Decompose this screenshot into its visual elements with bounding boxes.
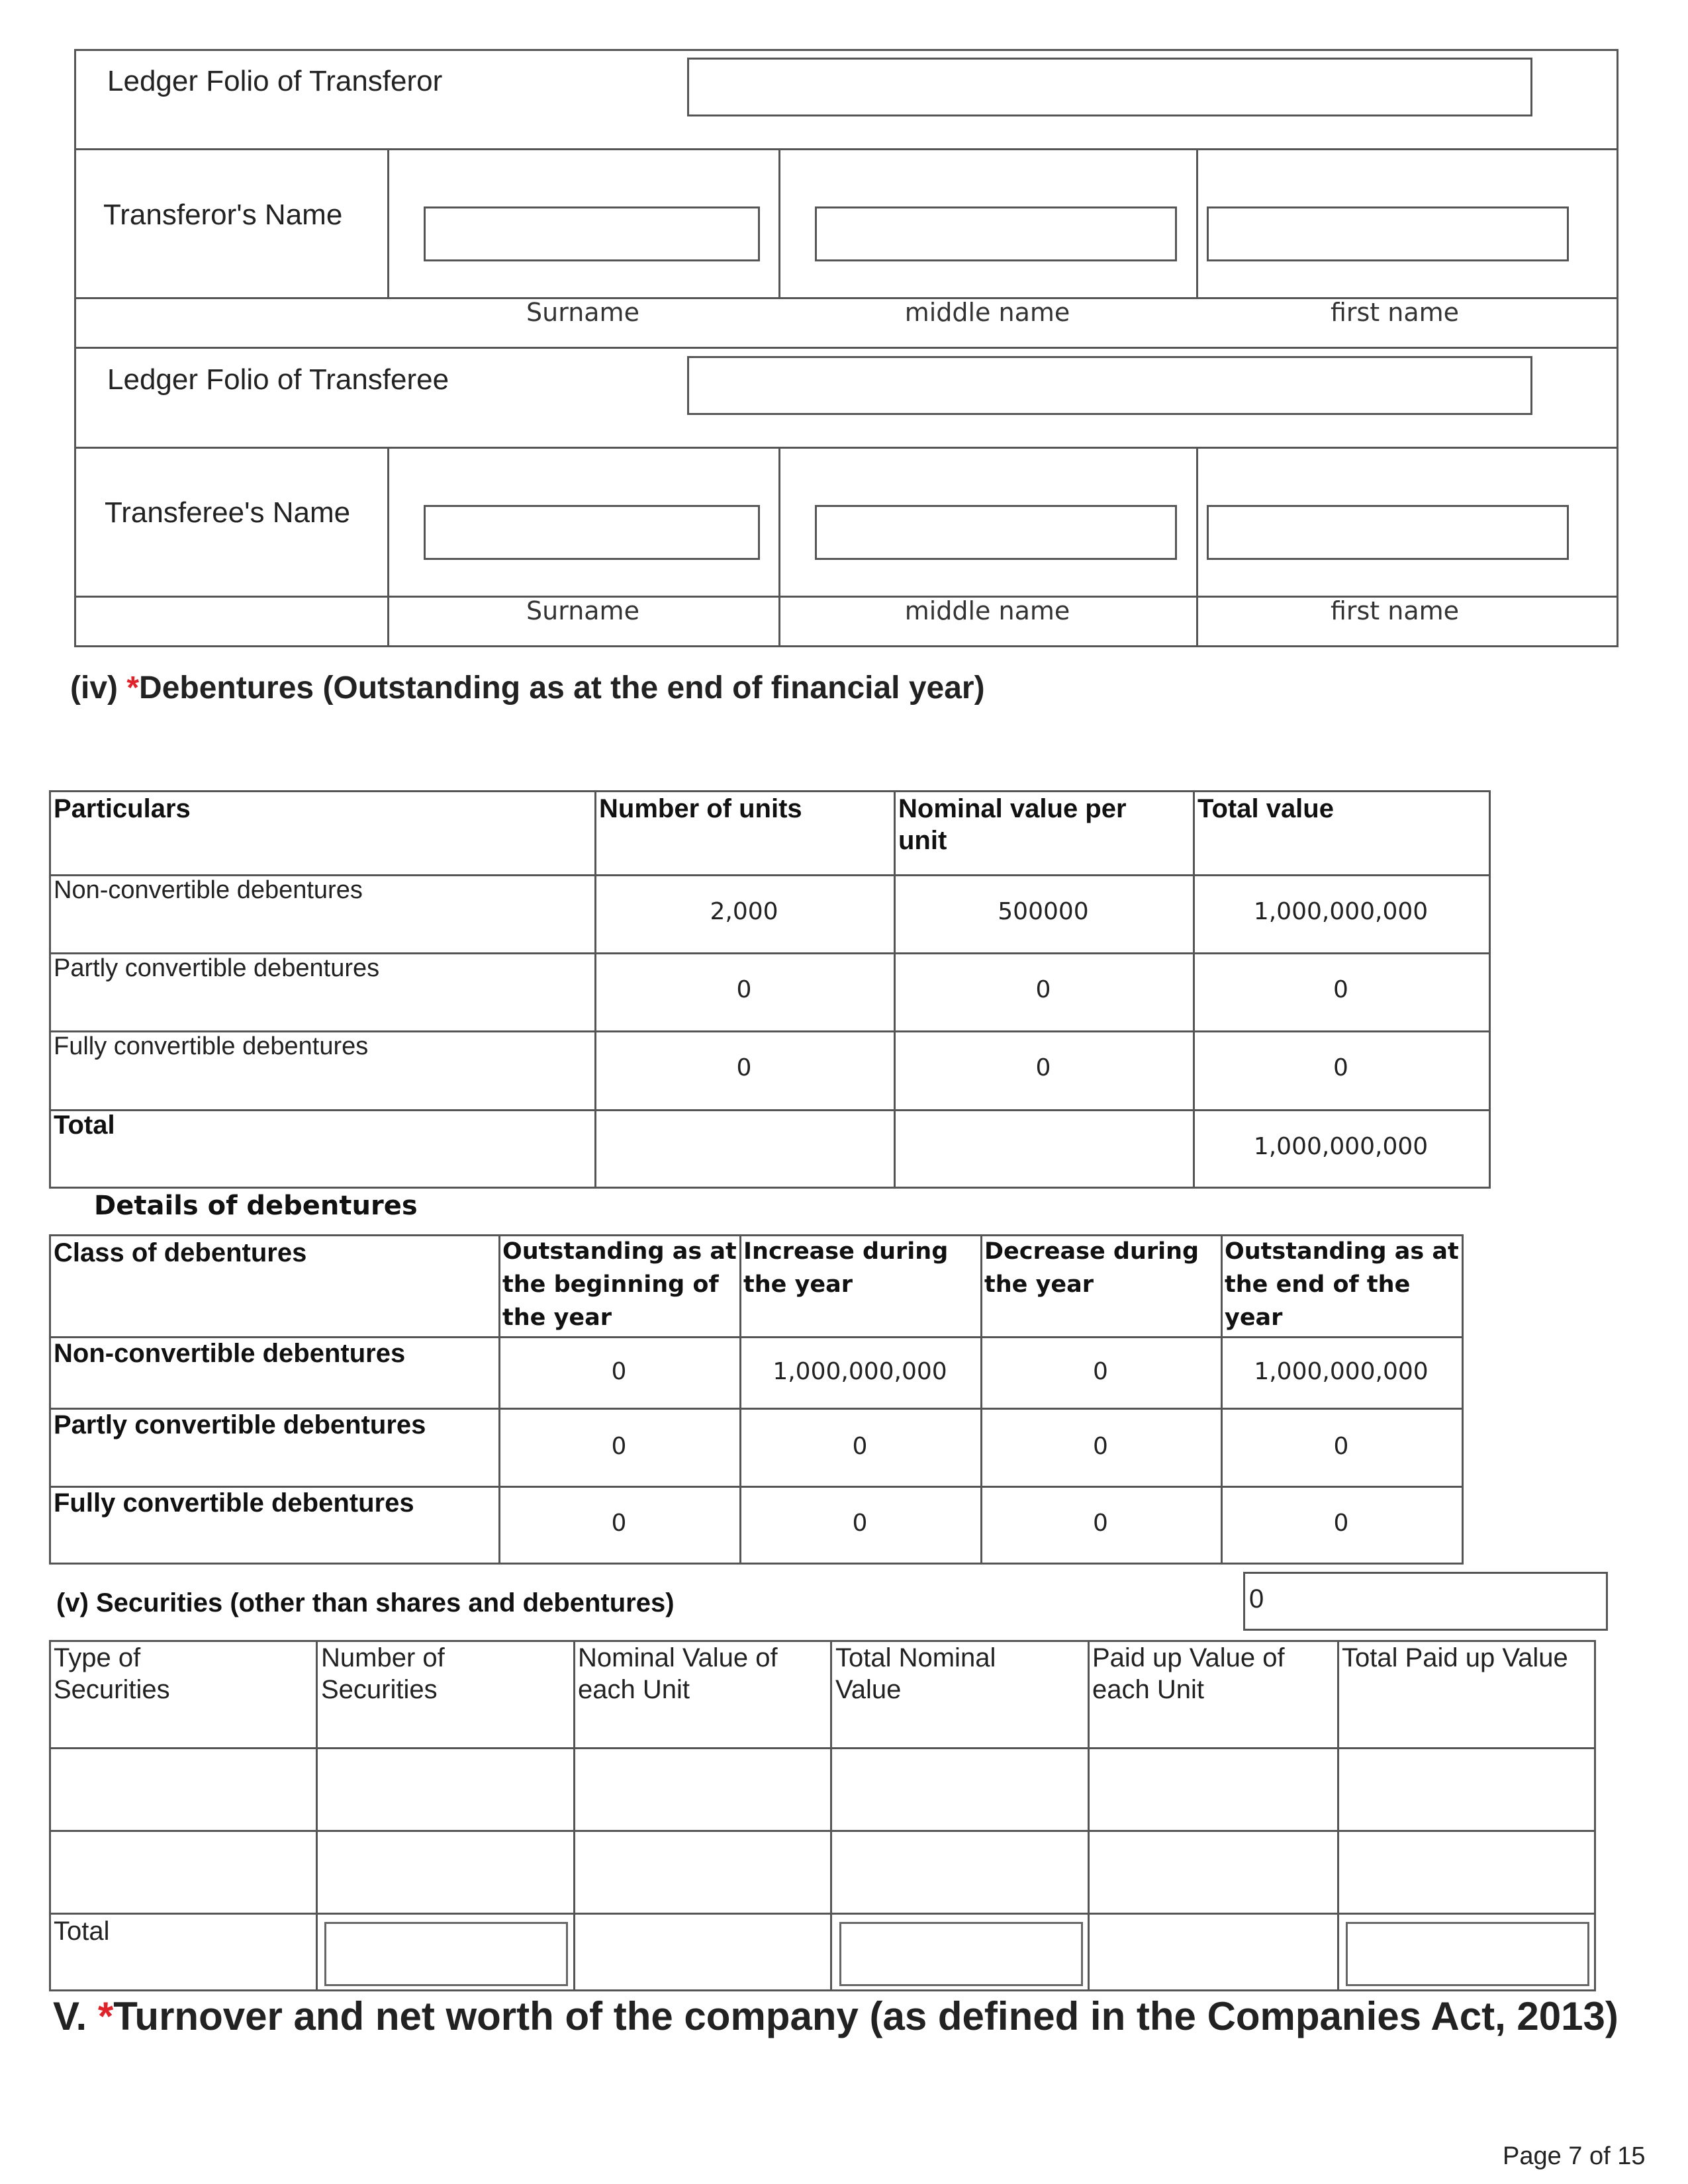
table-cell: 0 <box>611 1433 627 1460</box>
table-cell: 0 <box>1333 1054 1348 1081</box>
total-number-of-securities-input[interactable] <box>324 1922 568 1986</box>
table-row-label: Partly convertible debentures <box>54 1410 426 1439</box>
table-row-label: Non-convertible debentures <box>54 876 363 904</box>
transferee-name-label: Transferee's Name <box>105 496 351 529</box>
ledger-transferor-label: Ledger Folio of Transferor <box>107 65 443 97</box>
table-row-label: Fully convertible debentures <box>54 1488 414 1518</box>
table-cell: 0 <box>736 976 752 1003</box>
table-row-label: Fully convertible debentures <box>54 1032 369 1060</box>
transferor-name-label: Transferor's Name <box>103 199 343 231</box>
table-cell: 500000 <box>998 898 1089 925</box>
table-cell: 0 <box>1093 1510 1108 1537</box>
transferor-first-name-caption: first name <box>1330 298 1460 327</box>
table-cell: 0 <box>1333 976 1348 1003</box>
transferee-first-name-caption: first name <box>1330 596 1460 625</box>
table-cell: 0 <box>1333 1510 1349 1537</box>
col-header-outstanding-begin: Outstanding as at the beginning of the year <box>502 1238 737 1331</box>
debentures-section-title: (iv) *Debentures (Outstanding as at the end of financial year) <box>70 670 985 705</box>
col-header-particulars: Particulars <box>54 794 191 823</box>
table-row-label: Non-convertible debentures <box>54 1339 406 1368</box>
transferee-surname-input[interactable] <box>424 505 760 560</box>
table-cell: 0 <box>1093 1358 1108 1385</box>
securities-total-label: Total <box>54 1917 110 1946</box>
col-header-decrease: Decrease during the year <box>984 1238 1199 1298</box>
transferor-surname-input[interactable] <box>424 206 760 261</box>
securities-count-input[interactable] <box>1243 1572 1608 1631</box>
table-cell: 2,000 <box>710 898 778 925</box>
table-cell: 0 <box>852 1433 868 1460</box>
table-cell: 1,000,000,000 <box>773 1358 947 1385</box>
page-number: Page 7 of 15 <box>1503 2142 1646 2170</box>
col-header-total-value: Total value <box>1197 794 1334 823</box>
securities-count-value: 0 <box>1249 1584 1264 1614</box>
ledger-transferee-label: Ledger Folio of Transferee <box>107 363 449 396</box>
col-header-total-paid-up-value: Total Paid up Value <box>1342 1643 1568 1672</box>
required-asterisk: * <box>97 1994 114 2038</box>
ledger-transferee-input[interactable] <box>687 356 1532 415</box>
ledger-transferor-input[interactable] <box>687 58 1532 116</box>
table-cell: 1,000,000,000 <box>1254 1358 1429 1385</box>
details-title: Details of debentures <box>94 1191 418 1221</box>
total-nominal-value-input[interactable] <box>839 1922 1083 1986</box>
table-cell: 0 <box>1333 1433 1349 1460</box>
col-header-nominal-value-each: Nominal Value of each Unit <box>578 1643 778 1704</box>
table-cell: 0 <box>1035 1054 1051 1081</box>
table-total-label: Total <box>54 1111 115 1140</box>
table-cell: 0 <box>852 1510 868 1537</box>
col-header-total-nominal-value: Total Nominal Value <box>835 1643 996 1704</box>
transferee-first-name-input[interactable] <box>1207 505 1569 560</box>
col-header-number-of-units: Number of units <box>599 794 802 823</box>
transferee-middle-name-caption: middle name <box>904 596 1070 625</box>
transferor-middle-name-caption: middle name <box>904 298 1070 327</box>
table-cell: 0 <box>611 1358 627 1385</box>
table-row-label: Partly convertible debentures <box>54 954 380 982</box>
table-cell: 0 <box>611 1510 627 1537</box>
col-header-number-of-securities: Number of Securities <box>321 1643 445 1704</box>
col-header-paid-up-value-each: Paid up Value of each Unit <box>1092 1643 1285 1704</box>
required-asterisk: * <box>126 670 140 705</box>
securities-section-title: (v) Securities (other than shares and debentures) <box>56 1588 675 1617</box>
total-paid-up-value-input[interactable] <box>1346 1922 1589 1986</box>
table-cell: 0 <box>1093 1433 1108 1460</box>
col-header-class: Class of debentures <box>54 1238 307 1267</box>
transferor-surname-caption: Surname <box>526 298 639 327</box>
transferee-middle-name-input[interactable] <box>815 505 1177 560</box>
turnover-section-title: V. *Turnover and net worth of the company (as defined in the Companies Act, 2013) <box>53 1994 1618 2038</box>
transferor-middle-name-input[interactable] <box>815 206 1177 261</box>
col-header-type-of-securities: Type of Securities <box>54 1643 170 1704</box>
table-cell: 0 <box>736 1054 752 1081</box>
transferor-first-name-input[interactable] <box>1207 206 1569 261</box>
col-header-outstanding-end: Outstanding as at the end of the year <box>1225 1238 1459 1331</box>
table-total-value: 1,000,000,000 <box>1253 1133 1429 1160</box>
col-header-increase: Increase during the year <box>743 1238 949 1298</box>
col-header-nominal-value: Nominal value per unit <box>898 794 1127 855</box>
transferee-surname-caption: Surname <box>526 596 639 625</box>
table-cell: 1,000,000,000 <box>1253 898 1429 925</box>
table-cell: 0 <box>1035 976 1051 1003</box>
